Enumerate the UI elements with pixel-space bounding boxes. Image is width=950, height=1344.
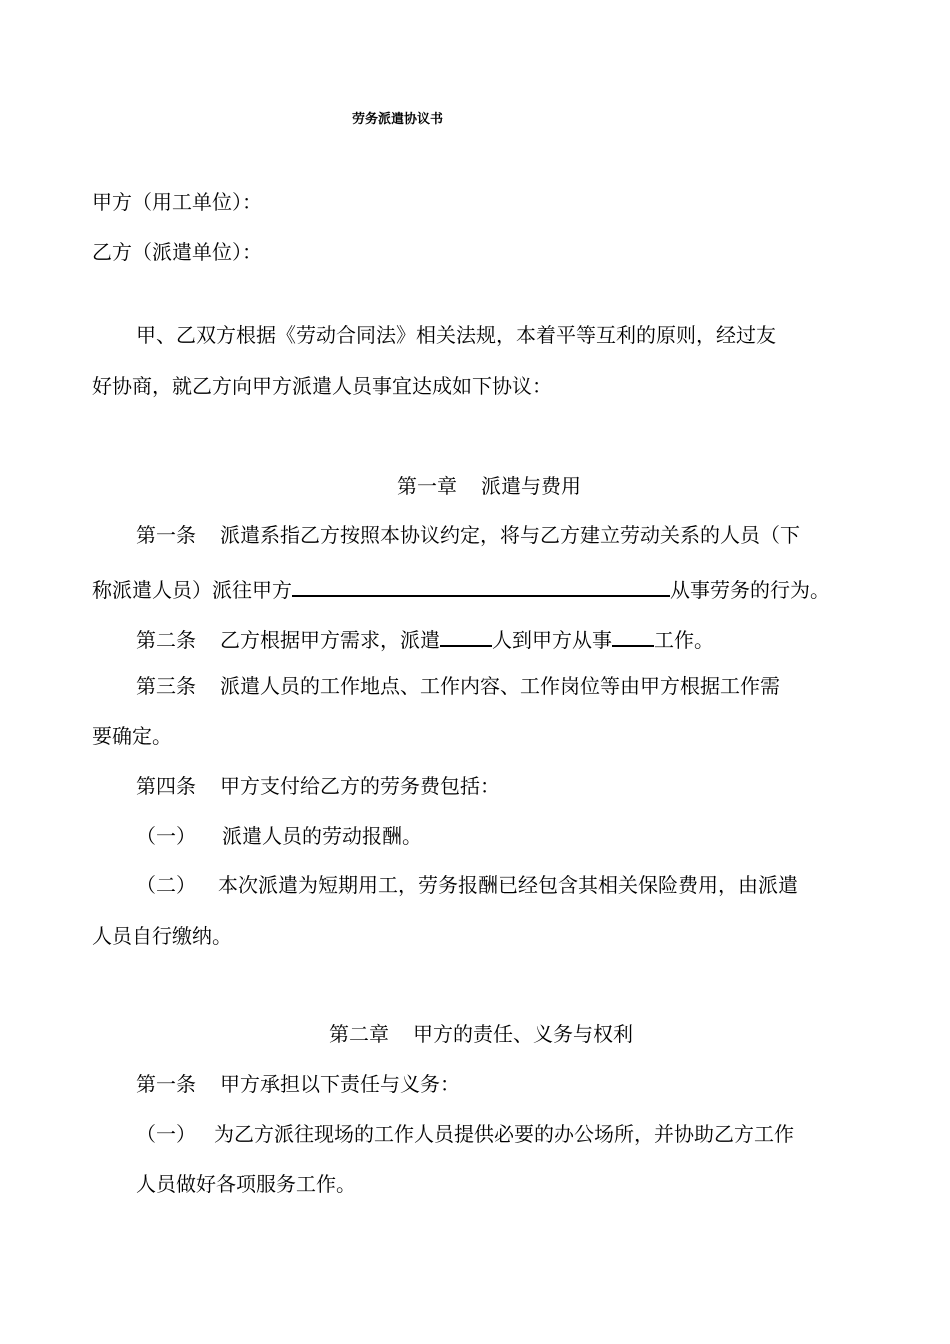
article-1-text-end: 从事劳务的行为。 xyxy=(670,578,830,602)
assignment-blank[interactable] xyxy=(292,573,670,597)
article-4-number: 第四条 xyxy=(136,774,196,798)
article-3-line-1 xyxy=(136,673,780,699)
chapter-2-title: 甲方的责任、义务与权利 xyxy=(413,1022,633,1046)
article-1-text: 派遣系指乙方按照本协议约定，将与乙方建立劳动关系的人员（下 xyxy=(220,523,800,547)
article-2-line xyxy=(136,623,714,653)
article-1-line-2 xyxy=(92,573,830,603)
article-4-text: 甲方支付给乙方的劳务费包括： xyxy=(220,774,500,798)
article-3-number: 第三条 xyxy=(136,674,196,698)
chapter-2-article-1-text: 甲方承担以下责任与义务： xyxy=(220,1072,460,1096)
article-2-text-b: 人到甲方从事 xyxy=(492,628,612,652)
article-3-text: 派遣人员的工作地点、工作内容、工作岗位等由甲方根据工作需 xyxy=(220,674,780,698)
chapter-2-article-1-number: 第一条 xyxy=(136,1072,196,1096)
chapter-2-article-1-line xyxy=(136,1071,460,1097)
headcount-blank[interactable] xyxy=(440,623,492,647)
article-1-text-start: 称派遣人员）派往甲方 xyxy=(92,578,292,602)
chapter-2-item-1-text: 为乙方派往现场的工作人员提供必要的办公场所，并协助乙方工作 xyxy=(214,1122,794,1146)
work-type-blank[interactable] xyxy=(612,623,654,647)
article-2-text-a: 乙方根据甲方需求，派遣 xyxy=(220,628,440,652)
item-2-line-1 xyxy=(136,872,798,898)
article-2-number: 第二条 xyxy=(136,628,196,652)
chapter-1-title: 派遣与费用 xyxy=(481,474,581,498)
item-1-line xyxy=(136,823,422,849)
chapter-2-number: 第二章 xyxy=(329,1022,389,1046)
chapter-1-heading xyxy=(397,473,581,499)
chapter-2-item-1-line-2: 人员做好各项服务工作。 xyxy=(136,1172,356,1196)
article-1-line-1 xyxy=(136,522,800,548)
item-1-number: （一） xyxy=(136,824,196,848)
document-title: 劳务派遣协议书 xyxy=(352,112,444,127)
chapter-2-item-1-number: （一） xyxy=(136,1122,196,1146)
article-2-text-c: 工作。 xyxy=(654,628,714,652)
intro-paragraph-line-2: 好协商，就乙方向甲方派遣人员事宜达成如下协议： xyxy=(92,374,552,398)
party-b-label: 乙方（派遣单位）： xyxy=(92,240,262,264)
article-1-number: 第一条 xyxy=(136,523,196,547)
item-1-text: 派遣人员的劳动报酬。 xyxy=(222,824,422,848)
item-2-text: 本次派遣为短期用工，劳务报酬已经包含其相关保险费用，由派遣 xyxy=(218,873,798,897)
item-2-number: （二） xyxy=(136,873,196,897)
item-2-line-2: 人员自行缴纳。 xyxy=(92,924,232,948)
intro-paragraph-line-1: 甲、乙双方根据《劳动合同法》相关法规，本着平等互利的原则，经过友 xyxy=(136,323,776,347)
article-3-line-2: 要确定。 xyxy=(92,724,172,748)
article-4-line xyxy=(136,773,500,799)
chapter-2-item-1-line-1 xyxy=(136,1121,794,1147)
chapter-1-number: 第一章 xyxy=(397,474,457,498)
party-a-label: 甲方（用工单位）： xyxy=(92,190,262,214)
chapter-2-heading xyxy=(329,1021,633,1047)
